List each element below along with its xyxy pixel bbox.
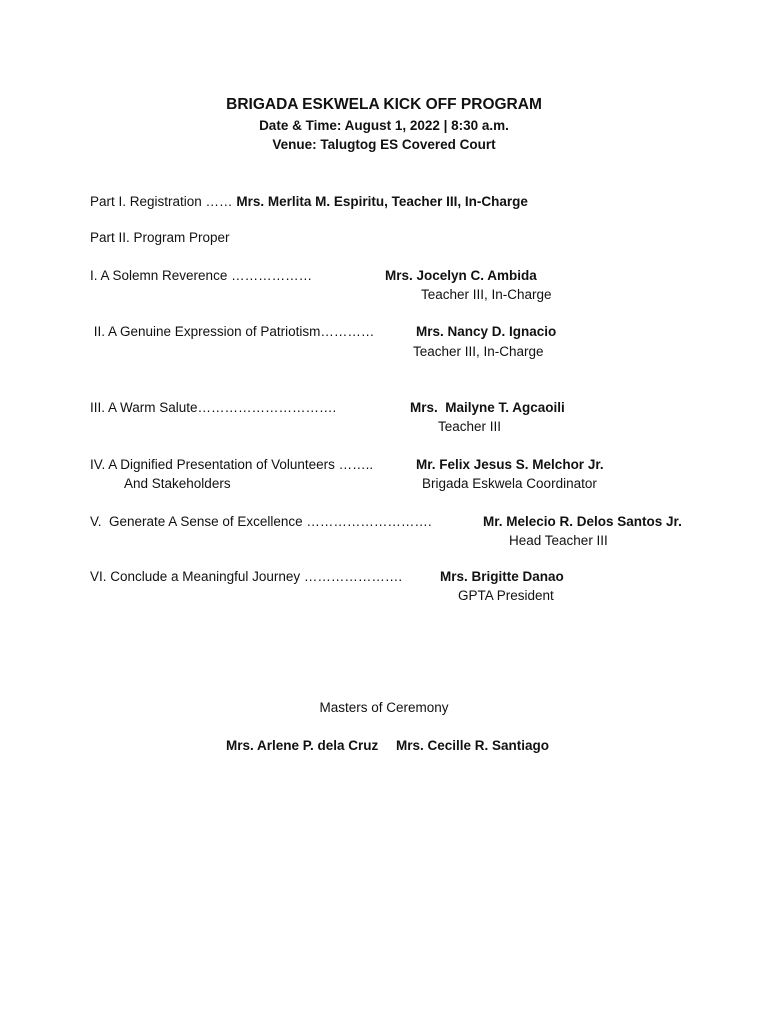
program-venue: Venue: Talugtog ES Covered Court	[272, 137, 496, 152]
emcee-name-2: Mrs. Cecille R. Santiago	[396, 738, 550, 753]
item-6-role: GPTA President	[458, 588, 554, 603]
item-2-role: Teacher III, In-Charge	[413, 344, 544, 359]
item-6-label: VI. Conclude a Meaningful Journey ………………….	[90, 569, 403, 584]
item-1-name: Mrs. Jocelyn C. Ambida	[385, 268, 537, 283]
item-6-name: Mrs. Brigitte Danao	[440, 569, 564, 584]
program-date-time: Date & Time: August 1, 2022 | 8:30 a.m.	[259, 118, 509, 133]
item-5-name: Mr. Melecio R. Delos Santos Jr.	[483, 514, 682, 529]
item-1-role: Teacher III, In-Charge	[421, 287, 552, 302]
item-5-role: Head Teacher III	[509, 533, 608, 548]
part1-person: Mrs. Merlita M. Espiritu, Teacher III, In-Charge	[236, 194, 528, 209]
item-3-name: Mrs. Mailyne T. Agcaoili	[410, 400, 565, 415]
program-title: BRIGADA ESKWELA KICK OFF PROGRAM	[226, 96, 542, 113]
emcee-name-1: Mrs. Arlene P. dela Cruz	[226, 738, 379, 753]
part2-label: Part II. Program Proper	[90, 230, 230, 245]
item-4-role: Brigada Eskwela Coordinator	[422, 476, 597, 491]
item-2-label: II. A Genuine Expression of Patriotism…………	[90, 324, 375, 339]
item-4-label: IV. A Dignified Presentation of Volunteers ……..	[90, 457, 374, 472]
emcee-heading: Masters of Ceremony	[319, 700, 449, 715]
item-2-name: Mrs. Nancy D. Ignacio	[416, 324, 557, 339]
item-3-label: III. A Warm Salute………………………….	[90, 400, 337, 415]
item-4-name: Mr. Felix Jesus S. Melchor Jr.	[416, 457, 604, 472]
item-1-label: I. A Solemn Reverence ………………	[90, 268, 313, 283]
part1-label-text: Part I. Registration ……	[90, 194, 233, 209]
item-3-role: Teacher III	[438, 419, 502, 434]
item-4-label-continued: And Stakeholders	[124, 476, 231, 491]
part1-label	[90, 193, 528, 211]
item-5-label: V. Generate A Sense of Excellence ……………………….	[90, 514, 432, 529]
